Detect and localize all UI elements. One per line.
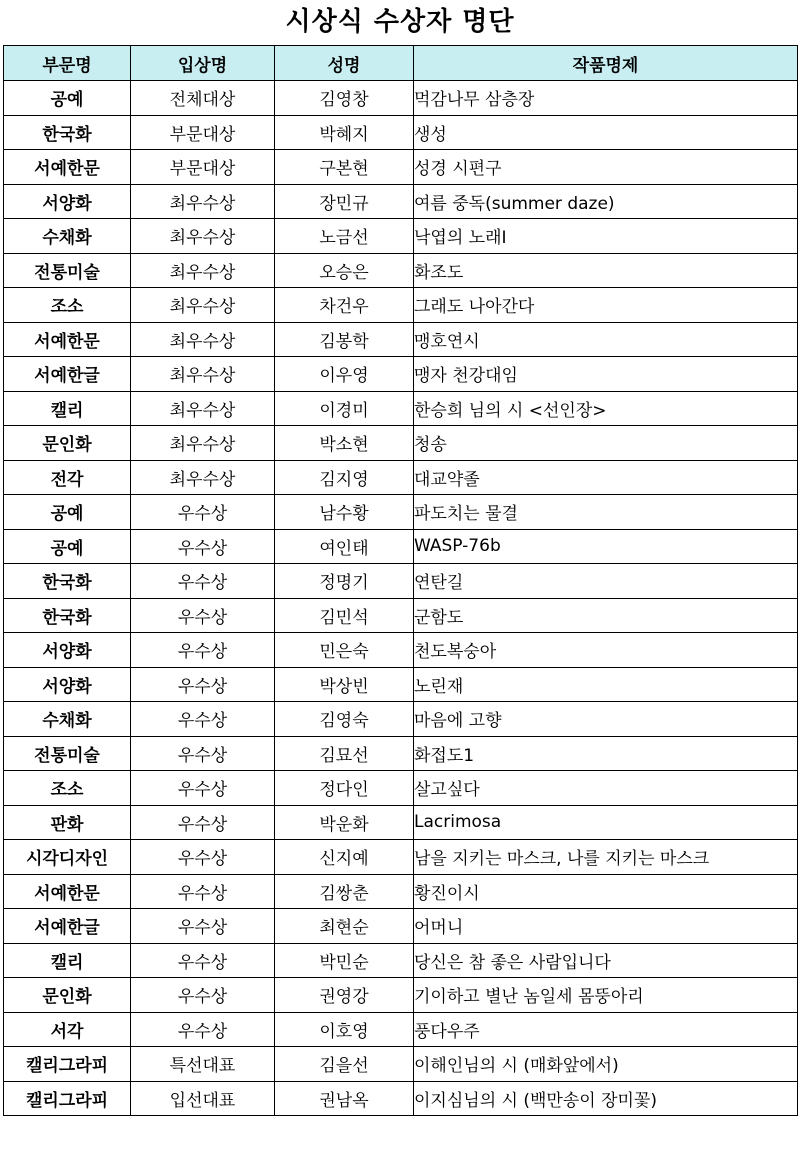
cell-dept: 서양화 [4,667,131,702]
cell-award: 입선대표 [131,1081,275,1116]
table-row [4,1081,798,1116]
table-body [4,81,798,1116]
table-row [4,219,798,254]
table-row [4,253,798,288]
cell-name: 박민순 [275,943,414,978]
cell-dept: 전통미술 [4,253,131,288]
cell-dept: 공예 [4,81,131,116]
cell-dept: 서예한글 [4,909,131,944]
cell-name: 김봉학 [275,322,414,357]
table-row [4,391,798,426]
cell-work: 파도치는 물결 [414,495,798,530]
cell-award: 최우수상 [131,184,275,219]
cell-dept: 서양화 [4,633,131,668]
table-row [4,943,798,978]
cell-award: 최우수상 [131,357,275,392]
cell-name: 권남옥 [275,1081,414,1116]
cell-work: 천도복숭아 [414,633,798,668]
cell-dept: 서양화 [4,184,131,219]
table-row [4,702,798,737]
cell-dept: 서예한글 [4,357,131,392]
cell-award: 우수상 [131,495,275,530]
table-row [4,771,798,806]
cell-work: 남을 지키는 마스크, 나를 지키는 마스크 [414,840,798,875]
cell-dept: 캘리 [4,391,131,426]
cell-work: 화조도 [414,253,798,288]
cell-work: 군함도 [414,598,798,633]
cell-dept: 조소 [4,771,131,806]
cell-work: 황진이시 [414,874,798,909]
table-row [4,874,798,909]
cell-award: 부문대상 [131,150,275,185]
cell-name: 신지예 [275,840,414,875]
table-row [4,667,798,702]
cell-award: 우수상 [131,943,275,978]
cell-dept: 수채화 [4,219,131,254]
cell-name: 이호영 [275,1012,414,1047]
header-dept: 부문명 [4,46,131,81]
table-row [4,529,798,564]
cell-work: 화접도1 [414,736,798,771]
cell-name: 김을선 [275,1047,414,1082]
cell-dept: 서예한문 [4,874,131,909]
header-award: 입상명 [131,46,275,81]
cell-name: 김지영 [275,460,414,495]
cell-name: 박상빈 [275,667,414,702]
cell-name: 구본현 [275,150,414,185]
cell-dept: 캘리 [4,943,131,978]
cell-name: 민은숙 [275,633,414,668]
cell-name: 최현순 [275,909,414,944]
cell-award: 우수상 [131,771,275,806]
cell-dept: 캘리그라피 [4,1047,131,1082]
cell-dept: 캘리그라피 [4,1081,131,1116]
cell-name: 김쌍춘 [275,874,414,909]
cell-dept: 전통미술 [4,736,131,771]
cell-work: 청송 [414,426,798,461]
cell-work: 성경 시편구 [414,150,798,185]
header-name: 성명 [275,46,414,81]
cell-name: 오승은 [275,253,414,288]
table-row [4,978,798,1013]
table-row [4,150,798,185]
table-row [4,81,798,116]
cell-award: 최우수상 [131,288,275,323]
cell-work: 기이하고 별난 놈일세 몸뚱아리 [414,978,798,1013]
cell-work: 생성 [414,115,798,150]
cell-work: 살고싶다 [414,771,798,806]
table-row [4,357,798,392]
cell-work: 여름 중독(summer daze) [414,184,798,219]
table-row [4,598,798,633]
cell-name: 김민석 [275,598,414,633]
cell-dept: 한국화 [4,564,131,599]
cell-award: 우수상 [131,564,275,599]
cell-work: 당신은 참 좋은 사람입니다 [414,943,798,978]
cell-name: 이경미 [275,391,414,426]
cell-award: 우수상 [131,805,275,840]
table-row [4,1047,798,1082]
table-row [4,184,798,219]
cell-name: 박소현 [275,426,414,461]
cell-work: Lacrimosa [414,805,798,840]
cell-name: 박혜지 [275,115,414,150]
cell-work: 이지심님의 시 (백만송이 장미꽃) [414,1081,798,1116]
cell-award: 부문대상 [131,115,275,150]
header-work: 작품명제 [414,46,798,81]
table-row [4,495,798,530]
cell-work: 맹호연시 [414,322,798,357]
cell-name: 남수황 [275,495,414,530]
awards-table [3,45,798,1116]
cell-work: 어머니 [414,909,798,944]
cell-work: 풍다우주 [414,1012,798,1047]
cell-award: 우수상 [131,874,275,909]
cell-dept: 문인화 [4,426,131,461]
table-row [4,564,798,599]
cell-name: 장민규 [275,184,414,219]
cell-work: 마음에 고향 [414,702,798,737]
table-row [4,460,798,495]
cell-award: 우수상 [131,598,275,633]
table-row [4,288,798,323]
cell-work: 그래도 나아간다 [414,288,798,323]
cell-name: 박운화 [275,805,414,840]
cell-award: 우수상 [131,633,275,668]
cell-dept: 시각디자인 [4,840,131,875]
cell-name: 김묘선 [275,736,414,771]
cell-award: 우수상 [131,736,275,771]
table-row [4,736,798,771]
cell-dept: 한국화 [4,598,131,633]
cell-award: 최우수상 [131,253,275,288]
cell-award: 우수상 [131,667,275,702]
cell-award: 우수상 [131,702,275,737]
cell-name: 여인태 [275,529,414,564]
table-row [4,633,798,668]
cell-name: 이우영 [275,357,414,392]
cell-name: 김영창 [275,81,414,116]
cell-dept: 문인화 [4,978,131,1013]
cell-dept: 조소 [4,288,131,323]
cell-award: 최우수상 [131,219,275,254]
cell-work: WASP-76b [414,529,798,564]
cell-name: 김영숙 [275,702,414,737]
cell-dept: 서예한문 [4,150,131,185]
cell-award: 전체대상 [131,81,275,116]
cell-work: 한승희 님의 시 <선인장> [414,391,798,426]
cell-dept: 공예 [4,495,131,530]
cell-dept: 전각 [4,460,131,495]
cell-name: 정명기 [275,564,414,599]
cell-dept: 공예 [4,529,131,564]
table-header [4,46,798,81]
cell-work: 이해인님의 시 (매화앞에서) [414,1047,798,1082]
cell-dept: 판화 [4,805,131,840]
cell-award: 우수상 [131,1012,275,1047]
cell-work: 먹감나무 삼층장 [414,81,798,116]
cell-work: 노린재 [414,667,798,702]
table-row [4,1012,798,1047]
table-row [4,426,798,461]
page-title: 시상식 수상자 명단 [285,7,515,37]
cell-name: 노금선 [275,219,414,254]
cell-dept: 서각 [4,1012,131,1047]
cell-award: 우수상 [131,840,275,875]
cell-dept: 한국화 [4,115,131,150]
cell-work: 맹자 천강대임 [414,357,798,392]
table-row [4,909,798,944]
cell-name: 차건우 [275,288,414,323]
table-row [4,322,798,357]
cell-award: 우수상 [131,529,275,564]
cell-award: 최우수상 [131,460,275,495]
cell-award: 특선대표 [131,1047,275,1082]
header-row [4,46,798,81]
cell-work: 낙엽의 노래Ⅰ [414,219,798,254]
cell-work: 대교약졸 [414,460,798,495]
cell-award: 우수상 [131,909,275,944]
cell-award: 우수상 [131,978,275,1013]
cell-award: 최우수상 [131,322,275,357]
cell-award: 최우수상 [131,391,275,426]
cell-name: 정다인 [275,771,414,806]
table-row [4,115,798,150]
cell-name: 권영강 [275,978,414,1013]
cell-award: 최우수상 [131,426,275,461]
table-row [4,840,798,875]
cell-dept: 서예한문 [4,322,131,357]
table-row [4,805,798,840]
cell-work: 연탄길 [414,564,798,599]
cell-dept: 수채화 [4,702,131,737]
